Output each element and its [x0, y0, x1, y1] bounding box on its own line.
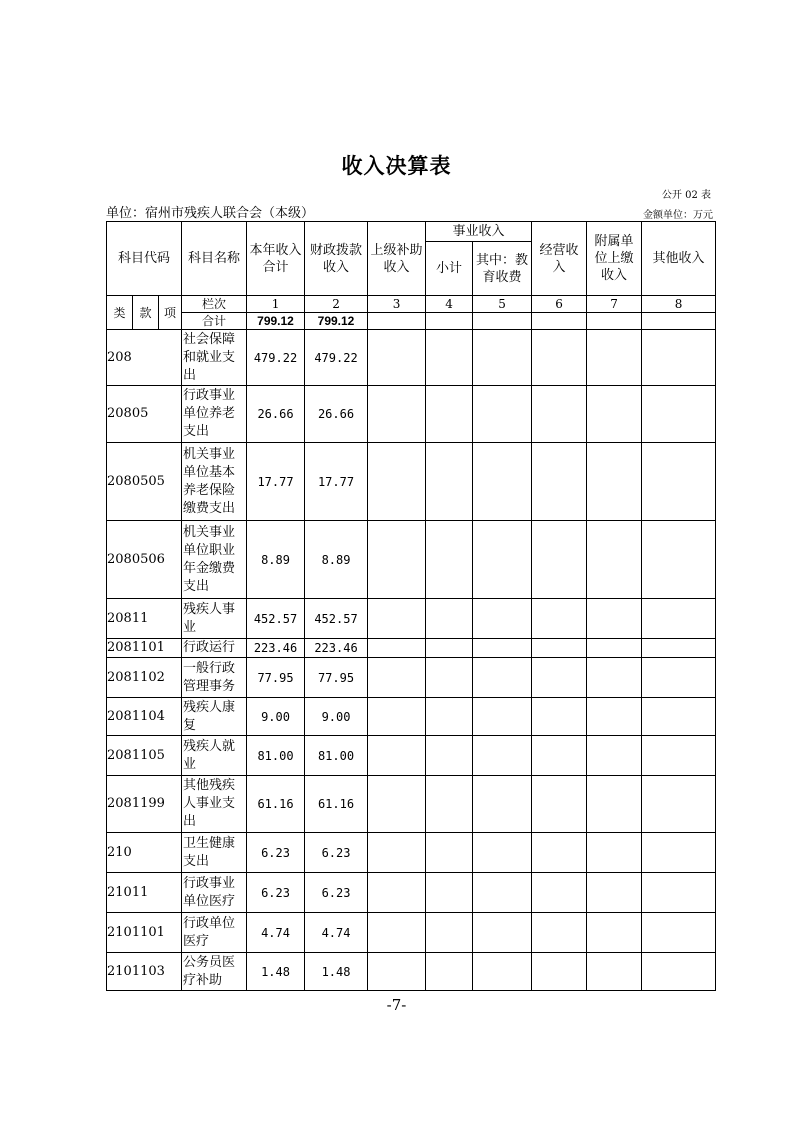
subject-code: 2081199 — [107, 776, 182, 833]
total-income-cell: 223.46 — [247, 639, 305, 658]
fiscal-cell: 17.77 — [305, 443, 368, 521]
subject-name: 残疾人就业 — [182, 736, 247, 776]
empty-cell — [642, 776, 716, 833]
total-income-cell: 8.89 — [247, 521, 305, 599]
fiscal-cell: 26.66 — [305, 386, 368, 443]
fiscal-cell: 81.00 — [305, 736, 368, 776]
total-income-cell: 17.77 — [247, 443, 305, 521]
subject-name: 行政事业单位医疗 — [182, 873, 247, 913]
empty-cell — [426, 953, 473, 991]
empty-cell — [368, 833, 426, 873]
empty-cell — [642, 698, 716, 736]
empty-cell — [642, 443, 716, 521]
col-number: 5 — [473, 296, 532, 313]
empty-cell — [532, 776, 587, 833]
empty-cell — [642, 521, 716, 599]
empty-cell — [642, 330, 716, 386]
empty-cell — [426, 833, 473, 873]
total-income-cell: 26.66 — [247, 386, 305, 443]
subject-code: 2081101 — [107, 639, 182, 658]
table-row — [107, 639, 716, 658]
empty-cell — [473, 776, 532, 833]
empty-cell — [587, 833, 642, 873]
fiscal-cell: 6.23 — [305, 873, 368, 913]
col-number: 4 — [426, 296, 473, 313]
empty-cell — [426, 639, 473, 658]
empty-cell — [368, 736, 426, 776]
subject-name: 行政事业单位养老支出 — [182, 386, 247, 443]
empty-cell — [426, 658, 473, 698]
income-table — [106, 221, 716, 991]
empty-cell — [426, 386, 473, 443]
empty-cell — [532, 443, 587, 521]
table-row — [107, 443, 716, 521]
empty-cell — [368, 386, 426, 443]
table-row — [107, 833, 716, 873]
subject-name: 残疾人康复 — [182, 698, 247, 736]
subject-name: 机关事业单位基本养老保险缴费支出 — [182, 443, 247, 521]
total-label: 合计 — [182, 313, 247, 330]
subject-name: 卫生健康支出 — [182, 833, 247, 873]
empty-cell — [642, 953, 716, 991]
header-other: 其他收入 — [642, 222, 716, 296]
table-row — [107, 599, 716, 639]
col-number: 6 — [532, 296, 587, 313]
empty-cell — [532, 913, 587, 953]
total-income-cell: 81.00 — [247, 736, 305, 776]
empty-cell — [368, 599, 426, 639]
subject-code: 2081105 — [107, 736, 182, 776]
fiscal-cell: 479.22 — [305, 330, 368, 386]
empty-cell — [473, 521, 532, 599]
empty-cell — [473, 658, 532, 698]
fiscal-cell: 61.16 — [305, 776, 368, 833]
empty-cell — [642, 658, 716, 698]
col-number: 1 — [247, 296, 305, 313]
unit-label: 单位：宿州市残疾人联合会（本级） — [106, 206, 315, 221]
empty-cell — [642, 639, 716, 658]
fiscal-cell: 77.95 — [305, 658, 368, 698]
empty-cell — [426, 599, 473, 639]
empty-cell — [532, 639, 587, 658]
empty-cell — [587, 776, 642, 833]
empty-cell — [587, 873, 642, 913]
empty-cell — [642, 913, 716, 953]
empty-cell — [368, 953, 426, 991]
table-row — [107, 776, 716, 833]
empty-cell — [368, 873, 426, 913]
empty-cell — [532, 330, 587, 386]
empty-cell — [587, 386, 642, 443]
table-row — [107, 330, 716, 386]
total-fiscal-value: 799.12 — [305, 313, 368, 330]
empty-cell — [532, 386, 587, 443]
empty-cell — [587, 521, 642, 599]
fiscal-cell: 1.48 — [305, 953, 368, 991]
col-number: 2 — [305, 296, 368, 313]
empty-cell — [532, 698, 587, 736]
fiscal-cell: 6.23 — [305, 833, 368, 873]
col-number: 3 — [368, 296, 426, 313]
total-income-value: 799.12 — [247, 313, 305, 330]
total-income-cell: 6.23 — [247, 833, 305, 873]
table-row — [107, 658, 716, 698]
empty-cell — [532, 599, 587, 639]
empty-cell — [426, 776, 473, 833]
header-affiliated: 附属单位上缴收入 — [587, 222, 642, 296]
empty-cell — [587, 330, 642, 386]
col-number: 7 — [587, 296, 642, 313]
header-lanci: 栏次 — [182, 296, 247, 313]
subject-name: 残疾人事业 — [182, 599, 247, 639]
empty-cell — [426, 873, 473, 913]
table-row — [107, 736, 716, 776]
subject-code: 2081102 — [107, 658, 182, 698]
header-fiscal: 财政拨款收入 — [305, 222, 368, 296]
subject-name: 公务员医疗补助 — [182, 953, 247, 991]
empty-cell — [473, 736, 532, 776]
money-unit: 金额单位：万元 — [643, 210, 713, 221]
empty-cell — [532, 736, 587, 776]
empty-cell — [532, 873, 587, 913]
total-income-cell: 9.00 — [247, 698, 305, 736]
page-number: -7- — [386, 996, 407, 1014]
empty-cell — [368, 698, 426, 736]
empty-cell — [426, 698, 473, 736]
empty-cell — [426, 736, 473, 776]
header-kuan: 款 — [133, 296, 159, 330]
fiscal-cell: 223.46 — [305, 639, 368, 658]
subject-code: 2101103 — [107, 953, 182, 991]
total-income-cell: 452.57 — [247, 599, 305, 639]
empty-cell — [426, 330, 473, 386]
header-subtotal: 小计 — [426, 242, 473, 296]
total-income-cell: 1.48 — [247, 953, 305, 991]
empty-cell — [473, 330, 532, 386]
empty-cell — [642, 599, 716, 639]
col-number: 8 — [642, 296, 716, 313]
empty-cell — [368, 913, 426, 953]
subject-code: 210 — [107, 833, 182, 873]
empty-cell — [532, 658, 587, 698]
header-subject-name: 科目名称 — [182, 222, 247, 296]
subject-code: 2080505 — [107, 443, 182, 521]
subject-code: 20805 — [107, 386, 182, 443]
subject-name: 一般行政管理事务 — [182, 658, 247, 698]
table-row — [107, 521, 716, 599]
table-row — [107, 873, 716, 913]
table-row — [107, 386, 716, 443]
header-lei: 类 — [107, 296, 133, 330]
empty-cell — [587, 913, 642, 953]
subject-code: 20811 — [107, 599, 182, 639]
total-income-cell: 61.16 — [247, 776, 305, 833]
table-row — [107, 953, 716, 991]
subject-code: 2080506 — [107, 521, 182, 599]
subject-code: 208 — [107, 330, 182, 386]
empty-cell — [642, 736, 716, 776]
empty-cell — [473, 599, 532, 639]
header-career-income: 事业收入 — [426, 222, 532, 242]
empty-cell — [642, 386, 716, 443]
subject-code: 2101101 — [107, 913, 182, 953]
empty-cell — [368, 443, 426, 521]
empty-cell — [368, 776, 426, 833]
empty-cell — [368, 521, 426, 599]
empty-cell — [368, 330, 426, 386]
empty-cell — [642, 833, 716, 873]
subject-name: 行政运行 — [182, 639, 247, 658]
empty-cell — [587, 953, 642, 991]
form-number: 公开 02 表 — [661, 190, 711, 201]
table-row — [107, 698, 716, 736]
subject-name: 行政单位医疗 — [182, 913, 247, 953]
empty-cell — [587, 698, 642, 736]
subject-name: 其他残疾人事业支出 — [182, 776, 247, 833]
empty-cell — [587, 599, 642, 639]
subject-name: 机关事业单位职业年金缴费支出 — [182, 521, 247, 599]
subject-code: 2081104 — [107, 698, 182, 736]
empty-cell — [532, 521, 587, 599]
fiscal-cell: 9.00 — [305, 698, 368, 736]
empty-cell — [532, 833, 587, 873]
total-income-cell: 6.23 — [247, 873, 305, 913]
subject-code: 21011 — [107, 873, 182, 913]
header-operating: 经营收入 — [532, 222, 587, 296]
empty-cell — [473, 443, 532, 521]
empty-cell — [368, 639, 426, 658]
total-income-cell: 4.74 — [247, 913, 305, 953]
empty-cell — [587, 736, 642, 776]
empty-cell — [473, 913, 532, 953]
empty-cell — [426, 443, 473, 521]
header-upper-subsidy: 上级补助收入 — [368, 222, 426, 296]
subject-name: 社会保障和就业支出 — [182, 330, 247, 386]
header-total-income: 本年收入合计 — [247, 222, 305, 296]
empty-cell — [587, 443, 642, 521]
header-subject-code: 科目代码 — [107, 222, 182, 296]
page-title: 收入决算表 — [341, 153, 452, 178]
fiscal-cell: 8.89 — [305, 521, 368, 599]
empty-cell — [473, 833, 532, 873]
empty-cell — [587, 658, 642, 698]
header-edu-fee: 其中：教育收费 — [473, 242, 532, 296]
fiscal-cell: 452.57 — [305, 599, 368, 639]
empty-cell — [473, 698, 532, 736]
total-income-cell: 479.22 — [247, 330, 305, 386]
empty-cell — [473, 953, 532, 991]
table-row — [107, 913, 716, 953]
empty-cell — [426, 913, 473, 953]
empty-cell — [532, 953, 587, 991]
empty-cell — [642, 873, 716, 913]
header-xiang: 项 — [159, 296, 182, 330]
empty-cell — [426, 521, 473, 599]
empty-cell — [473, 386, 532, 443]
empty-cell — [368, 658, 426, 698]
empty-cell — [473, 873, 532, 913]
fiscal-cell: 4.74 — [305, 913, 368, 953]
total-income-cell: 77.95 — [247, 658, 305, 698]
empty-cell — [473, 639, 532, 658]
empty-cell — [587, 639, 642, 658]
